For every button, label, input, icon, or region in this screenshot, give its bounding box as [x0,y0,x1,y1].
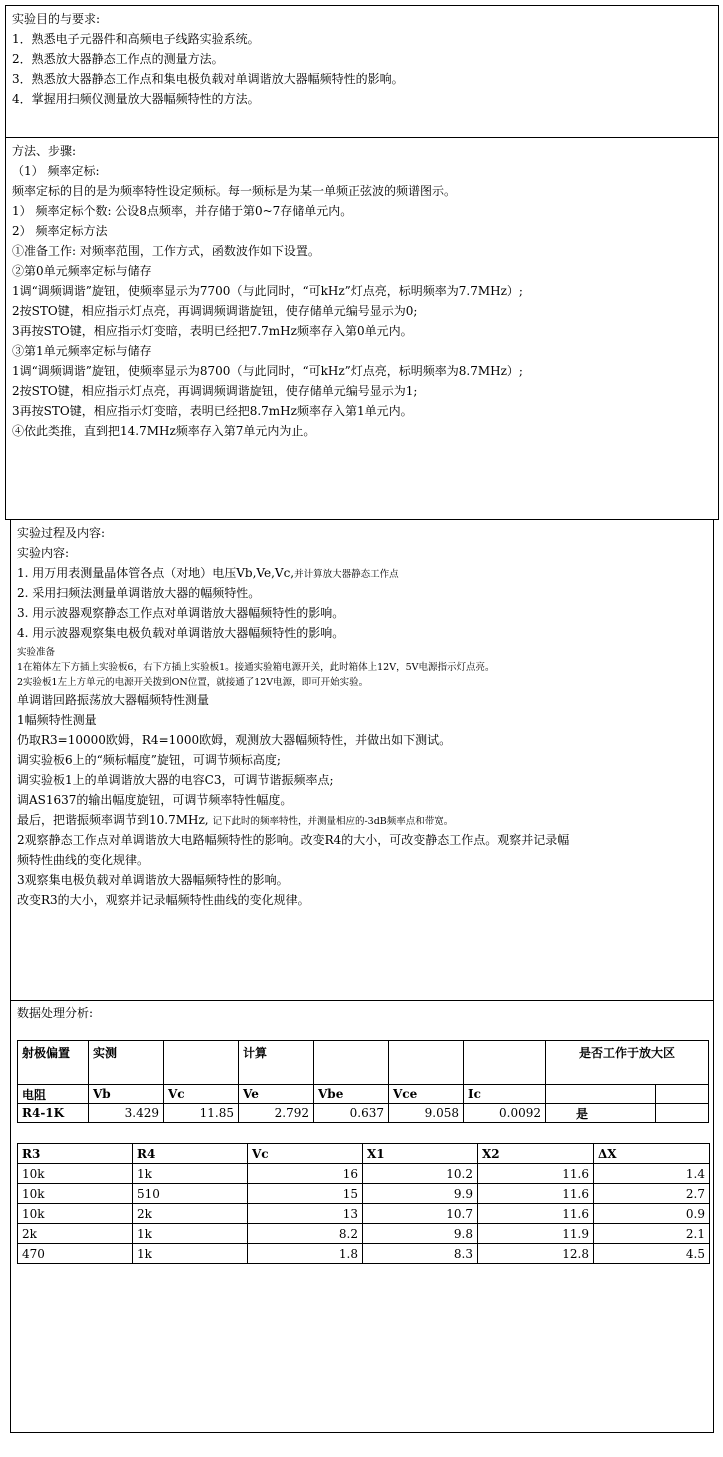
methods-line: ④依此类推，直到把14.7MHz频率存入第7单元内为止。 [12,424,316,438]
x1-cell: 9.8 [363,1224,478,1244]
vc-cell: 1.8 [248,1244,363,1264]
vc-header: Vc [164,1085,239,1104]
delta-x-cell: 0.9 [594,1204,710,1224]
delta-x-cell: 2.1 [594,1224,710,1244]
r4-cell: 2k [133,1204,248,1224]
observe-step-3-cont: 改变R3的大小，观察并记录幅频特性曲线的变化规律。 [17,893,310,907]
methods-line: 方法、步骤: [12,144,77,158]
x2-cell: 12.8 [478,1244,594,1264]
methods-line: ③第1单元频率定标与储存 [12,344,152,358]
methods-line: 3再按STO键，相应指示灯变暗，表明已经把8.7mHz频率存入第1单元内。 [12,404,413,418]
content-item-1-note: 并计算放大器静态工作点 [294,569,399,580]
process-title: 实验过程及内容: [17,526,106,540]
objective-item: 1．熟悉电子元器件和高频电子线路实验系统。 [12,32,260,46]
observe-step-2: 2观察静态工作点对单调谐放大电路幅频特性的影响。改变R4的大小，可改变静态工作点。观察并记录幅 [17,833,570,847]
vc-value: 11.85 [164,1104,239,1123]
measure-step: 调实验板6上的“频标幅度”旋钮，可调节频标高度; [17,753,281,767]
x1-cell: 10.7 [363,1204,478,1224]
content-item-2: 2. 采用扫频法测量单调谐放大器的幅频特性。 [17,586,261,600]
vc-cell: 8.2 [248,1224,363,1244]
measure-step-final-note: 记下此时的频率特性，并测量相应的-3dB频率点和带宽。 [212,816,454,827]
measure-step: 调实验板1上的单调谐放大器的电容C3，可调节谐振频率点; [17,773,334,787]
empty-cell [546,1085,656,1104]
delta-x-cell: 4.5 [594,1244,710,1264]
vb-value: 3.429 [89,1104,164,1123]
sweep-table [17,1143,710,1264]
table-row [18,1184,710,1204]
content-title: 实验内容: [17,546,70,560]
r4-cell: 1k [133,1244,248,1264]
table-row [18,1204,710,1224]
methods-section [5,137,719,520]
prep-title: 实验准备 [17,647,56,658]
analysis-title: 数据处理分析: [17,1006,94,1020]
observe-step-2-cont: 频特性曲线的变化规律。 [17,853,150,867]
measure-step-final-main: 最后，把谐振频率调节到10.7MHz, [17,813,209,827]
calculated-header: 计算 [239,1041,314,1085]
bias-table-header-row [18,1041,709,1085]
methods-line: 2按STO键，相应指示灯点亮，再调调频调谐旋钮，使存储单元编号显示为1; [12,384,418,398]
measure-title: 1幅频特性测量 [17,713,97,727]
vbe-header: Vbe [314,1085,389,1104]
objectives-section [5,5,719,138]
measured-header: 实测 [89,1041,164,1085]
vce-value: 9.058 [389,1104,464,1123]
measure-step: 调AS1637的输出幅度旋钮，可调节频率特性幅度。 [17,793,293,807]
x2-cell: 11.6 [478,1204,594,1224]
content-item-3: 3. 用示波器观察静态工作点对单调谐放大器幅频特性的影响。 [17,606,345,620]
amp-region-value: 是 [546,1104,656,1123]
methods-line: （1） 频率定标: [12,164,100,178]
r4-cell: 1k [133,1164,248,1184]
methods-line: 1调“调频调谐”旋钮，使频率显示为7700（与此同时，“可kHz”灯点亮，标明频率为7.7MHz）; [12,284,523,298]
table-row [18,1164,710,1184]
methods-line: 1） 频率定标个数: 公设8点频率，并存储于第0~7存储单元内。 [12,204,353,218]
bias-table-row [18,1104,709,1123]
measure-step-final [17,810,569,830]
bias-table-subheader-row [18,1085,709,1104]
x1-cell: 9.9 [363,1184,478,1204]
vb-header: Vb [89,1085,164,1104]
process-section [10,519,714,1001]
vc-cell: 13 [248,1204,363,1224]
methods-line: 3再按STO键，相应指示灯变暗，表明已经把7.7mHz频率存入第0单元内。 [12,324,413,338]
amplifier-region-header: 是否工作于放大区 [546,1041,709,1085]
empty-cell [464,1041,546,1085]
ic-header: Ic [464,1085,546,1104]
r3-cell: 470 [18,1244,133,1264]
empty-cell [314,1041,389,1085]
r4-header: R4 [133,1144,248,1164]
prep-step-2: 2实验板1左上方单元的电源开关拨到ON位置，就接通了12V电源，即可开始实验。 [17,677,369,688]
delta-x-cell: 1.4 [594,1164,710,1184]
x1-cell: 8.3 [363,1244,478,1264]
x1-header: X1 [363,1144,478,1164]
empty-cell [164,1041,239,1085]
ve-value: 2.792 [239,1104,314,1123]
empty-cell [389,1041,464,1085]
circuit-title: 单调谐回路振荡放大器幅频特性测量 [17,693,210,707]
methods-line: 1调“调频调谐”旋钮，使频率显示为8700（与此同时，“可kHz”灯点亮，标明频率为8.7MHz）; [12,364,523,378]
r4-cell: 1k [133,1224,248,1244]
empty-cell [656,1104,709,1123]
objective-item: 2．熟悉放大器静态工作点的测量方法。 [12,52,224,66]
methods-line: 频率定标的目的是为频率特性设定频标。每一频标是为某一单频正弦波的频谱图示。 [12,184,457,198]
table-row [18,1224,710,1244]
content-item-1 [17,563,569,583]
x2-cell: 11.9 [478,1224,594,1244]
ve-header: Ve [239,1085,314,1104]
analysis-section [10,1000,714,1433]
r3-cell: 10k [18,1204,133,1224]
sweep-table-header-row [18,1144,710,1164]
vc-cell: 15 [248,1184,363,1204]
r3-cell: 10k [18,1164,133,1184]
delta-x-header: ΔX [594,1144,710,1164]
observe-step-3: 3观察集电极负载对单调谐放大器幅频特性的影响。 [17,873,289,887]
methods-line: ②第0单元频率定标与储存 [12,264,152,278]
r3-cell: 2k [18,1224,133,1244]
x2-header: X2 [478,1144,594,1164]
objective-item: 3．熟悉放大器静态工作点和集电极负载对单调谐放大器幅频特性的影响。 [12,72,404,86]
ic-value: 0.0092 [464,1104,546,1123]
vce-header: Vce [389,1085,464,1104]
emitter-bias-header: 射极偏置 [18,1041,89,1085]
methods-line: ①准备工作: 对频率范围，工作方式，函数波作如下设置。 [12,244,320,258]
measure-step: 仍取R3=10000欧姆，R4=1000欧姆，观测放大器幅频特性，并做出如下测试。 [17,733,452,747]
methods-line: 2按STO键，相应指示灯点亮，再调调频调谐旋钮，使存储单元编号显示为0; [12,304,418,318]
bias-table [17,1040,709,1123]
resistor-header: 电阻 [18,1085,89,1104]
delta-x-cell: 2.7 [594,1184,710,1204]
row-label: R4-1K [18,1104,89,1123]
x2-cell: 11.6 [478,1184,594,1204]
x1-cell: 10.2 [363,1164,478,1184]
vc-cell: 16 [248,1164,363,1184]
content-item-4: 4. 用示波器观察集电极负载对单调谐放大器幅频特性的影响。 [17,626,345,640]
r3-cell: 10k [18,1184,133,1204]
objective-item: 4．掌握用扫频仪测量放大器幅频特性的方法。 [12,92,260,106]
prep-step-1: 1在箱体左下方插上实验板6，右下方插上实验板1。接通实验箱电源开关，此时箱体上12V，5V电源指示灯点亮。 [17,662,495,673]
empty-cell [656,1085,709,1104]
vbe-value: 0.637 [314,1104,389,1123]
r4-cell: 510 [133,1184,248,1204]
content-item-1-main: 1. 用万用表测量晶体管各点（对地）电压Vb,Ve,Vc, [17,566,295,580]
methods-line: 2） 频率定标方法 [12,224,108,238]
table-row [18,1244,710,1264]
objectives-title: 实验目的与要求: [12,12,101,26]
r3-header: R3 [18,1144,133,1164]
x2-cell: 11.6 [478,1164,594,1184]
vc-header: Vc [248,1144,363,1164]
